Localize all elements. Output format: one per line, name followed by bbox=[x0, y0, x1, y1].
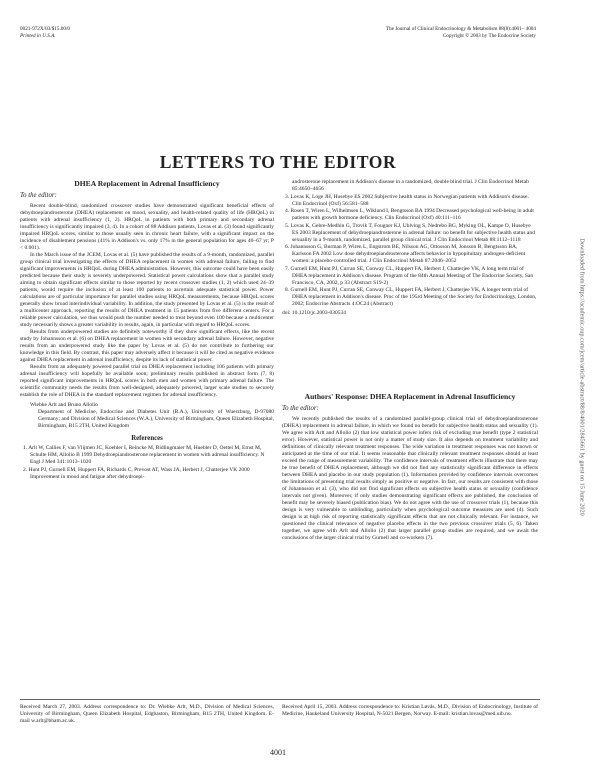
doi-link[interactable]: doi: 10.1210/jc.2003-030534 bbox=[282, 310, 347, 316]
download-watermark-text: Downloaded from https://academic.oup.com/jcem/article-abstract/88/8/4001/2845661 by guest on 15 June 2020 bbox=[578, 238, 586, 516]
reply-column bbox=[282, 392, 538, 542]
left-column bbox=[20, 179, 274, 481]
printed-line: Printed in U.S.A. bbox=[20, 33, 56, 39]
letter1-authors: Wiebke Arlt and Bruno Allolio bbox=[30, 402, 98, 409]
letter1-paragraph-4: Results from an adequately powered parallel trial on DHEA replacement including 106 patients with primary adrenal insufficiency will hopefully be available soon; preliminary results published in abstract form (7, 8) reported significant improvements in HRQoL scores in both men and women with primary adrenal failure. The scientific community needs the results from well-designed, adequately powered, larger scale studies to securely establish the role of DHEA in the standard replacement regimen for adrenal insufficiency. bbox=[20, 364, 274, 399]
copyright-line: Copyright © 2003 by The Endocrine Society bbox=[442, 33, 536, 39]
journal-header-left bbox=[20, 26, 70, 40]
letter1-paragraph-3: Results from underpowered studies are definitely noteworthy if they show significant effects, like the recent study by Johannsson et al. (6) on DHEA replacement in women with secondary adrenal failure. However, negative results from an underpowered study like the paper by Lovas et al. (5) do not contribute to furthering our knowledge in this field. By contrast, this paper may adversely affect it because it will be cited as negative evidence against DHEA replacement in adrenal insufficiency, despite its lack of statistical power. bbox=[20, 329, 274, 364]
letter1-paragraph-2: In the March issue of the JCEM, Lovas et al. (5) have published the results of a 9-month, randomized, parallel group clinical trial investigating the effects of DHEA replacement in women with adrenal failure, failing to find significant improvements in HRQoL during DHEA administration. However, this outcome could have been easily predicted because their study is severely underpowered. Statistical power calculations show that a parallel study aiming to obtain significant effects similar to those reported by recent crossover studies (1, 2) which used 24–39 patients, would require the inclusion of at least 100 patients to ascertain adequate statistical power. Power calculations are of particular importance for parallel studies using HRQoL measurements, because HRQoL scores generally show broad interindividual variability. In addition, the study presented by Lovas et al. (5) is the result of a multicenter approach, reporting the results of DHEA treatment in 15 patients from five different centers. For a reliable power calculation, we thus would push the number needed to treat beyond even 100 because a multicenter study necessarily shows a greater variability in results, again, in particular with regard to HRQoL scores. bbox=[20, 252, 274, 329]
letter2-salutation: To the editor: bbox=[282, 405, 319, 413]
letter2-paragraph: We recently published the results of a randomized parallel-group clinical trial of dehydroepiandrosterone (DHEA) replacement in adrenal failure, in which we found no benefit for subjective health status and sexuality (1). We agree with Arlt and Allolio (2) that low statistical power infers risk of excluding true benefit (type 2 statistical error). However, statistical power is not only a matter of study size. It also depends on treatment variability and definitions of clinically relevant treatment responses. The wide variation in treatment responses was not known or anticipated at the time of our trial. It seems reasonable that clinically relevant treatment responses should at least exceed the range of measurement variability. The confidence intervals of treatment effects illustrate that there may be true benefit of DHEA replacement, although we did not find any statistically significant difference in effects between DHEA and placebo in our study population (1). Information provided by confidence intervals overcomes the limitations of presenting trial results simply as positive or negative. In fact, our results are consistent with those of Johannsson et al. (3), who did not find significant effects on subjective health status or sexuality (confidence intervals not given). Moreover, if only studies demonstrating significant effects are published, the conclusion of benefit may be severely biased (publication bias). We do not agree with the use of crossover trials (1), because this design is very vulnerable to unblinding, particularly when psychological outcome measures are used (4). Such design is at high risk of reporting statistically significant effects that are not clinically relevant. For instance, we questioned the clinical relevance of negative placebo effects in the two previous crossover trials (5, 6). Taken together, we agree with Arlt and Allolio (2) that larger parallel group studies are required, and we await the conclusions of the larger clinical trial by Gurnell and co-workers (7). bbox=[282, 416, 538, 542]
letter1-affiliation: Department of Medicine, Endocrine and Diabetes Unit (B.A.), University of Wuerzburg, D-97080 Germany; and Division of Medical Sciences (W.A.), University of Birmingham, Queen Elizabeth Hospital, Birmingham, B15 2TH, United Kingdom bbox=[38, 409, 274, 430]
letter1-received-note: Received March 27, 2003. Address correspondence to: Dr. Wiebke Arlt, M.D., Division of Medical Sciences, University of Birmingham, Queen Elizabeth Hospital, Edgbaston, Birmingham, B15 2TH, United Kingdom. E-mail w.arlt@bham.ac.uk. bbox=[20, 704, 274, 724]
page-number: 4001 bbox=[270, 748, 286, 757]
download-watermark bbox=[576, 162, 588, 592]
journal-header-right bbox=[386, 26, 536, 40]
reference-3: 3. Lovas K, Loge JH, Husebye ES 2002 Subjective health status in Norwegian patients with Addison's disease. Clin Endocrinol (Oxf) 56:581–588 bbox=[285, 193, 529, 207]
reference-2: 2. Hunt PJ, Gurnell EM, Huppert FA, Richards C, Prevost AT, Wass JA, Herbert J, Chatterjee VK 2000 Improvement in mood and fatigue after dehydroepi- bbox=[23, 466, 250, 480]
reference-7: 7. Gurnell EM, Hunt PJ, Curran SE, Conway CL, Huppert FA, Herbert J, Chatterjee VK, A long term trial of DHEA replacement in Addison's disease. Program of the 84th Annual Meeting of The Endocrine Society, San Francisco, CA, 2002, p 33 (Abstract S19-2) bbox=[285, 265, 534, 286]
letter1-heading: DHEA Replacement in Adrenal Insufficiency bbox=[74, 179, 220, 188]
reference-1: 1. Arlt W, Callies F, van Vlijmen JC, Koehler I, Reincke M, Bidlingmaier M, Huebler D, Oettel M, Ernst M, Schulte HM, Allolio B 1999 Dehydroepiandrosterone replacement in women with adrenal insufficiency. N Engl J Med 341:1013–1020 bbox=[23, 445, 265, 466]
letter1-salutation: To the editor: bbox=[20, 192, 57, 200]
letter1-signature bbox=[20, 402, 274, 430]
letter2-heading: Authors' Response: DHEA Replacement in Adrenal Insufficiency bbox=[304, 392, 516, 401]
footer-divider bbox=[20, 699, 540, 700]
letter1-paragraph-1: Recent double-blind, randomized crossover studies have demonstrated significant beneficial effects of dehydroepiandrosterone (DHEA) replacement on mood, sexuality, and health-related quality of life (HRQoL) in patients with adrenal insufficiency (1, 2). HRQoL in patients with both primary and secondary adrenal insufficiency is significantly impaired (3, 4). In a cohort of 88 Addison patients, Lovas et al. (3) found significantly impaired HRQoL scores, similar to those usually seen in chronic heart failure, with a significant impact on the incidence of disablement pensions (41% in Addison's vs. only 17% in the general population for ages 40–67 yr; P < 0.001). bbox=[20, 203, 274, 252]
reference-8: 8. Gurnell EM, Hunt PJ, Curran SE, Conway CL, Huppert FA, Herbert J, Chatterjee VK, A longer term trial of DHEA replacement in Addison's disease. Proc of the 195rd Meeting of the Society for Endocrinology, London, 2002; Endocrine Abstracts 4:OC24 (Abstract) bbox=[285, 287, 537, 307]
reference-4: 4. Rosen T, Wiren L, Wilhelmsen L, Wiklund I, Bengtsson BA 1994 Decreased psychological well-being in adult patients with growth hormone deficiency. Clin Endocrinol (Oxf) 40:111–116 bbox=[285, 208, 534, 221]
reference-2-continued: androsterone replacement in Addison's disease in a randomized, double blind trial. J Clin Endocrinol Metab 85:4650–4656 bbox=[292, 179, 529, 192]
letter2-received-note: Received April 15, 2003. Address correspondence to: Kristian Løvås, M.D., Division of Endocrinology, Institute of Medicine, Haukeland University Hospital, N-5021 Bergen, Norway. E-mail: kristian.lovas@med.uib.no. bbox=[282, 704, 538, 717]
references-heading: References bbox=[131, 435, 163, 443]
journal-citation: The Journal of Clinical Endocrinology & Metabolism 88(8):4001– 4004 bbox=[385, 26, 536, 32]
right-column bbox=[282, 179, 538, 317]
issn-line: 0021-972X/03/$15.00/0 bbox=[20, 26, 71, 32]
reference-5: 5. Lovas K, Gebre-Medhin G, Trovik T, Fougner KJ, Uhlving S, Nedrebo BG, Myking OL, Kampe O, Husebye ES 2003 Replacement of dehydroepiandrosterone in adrenal failure: no benefit for subjective health status and sexuality in a 9-month, randomized, parallel group clinical trial. J Clin Endocrinol Metab 88:1112–1118 bbox=[285, 222, 535, 243]
page-title: LETTERS TO THE EDITOR bbox=[159, 152, 397, 172]
reference-6: 6. Johannsson G, Burman P, Wiren L, Engstrom BE, Nilsson AG, Ottosson M, Jonsson B, Bengtsson BA, Karlsson FA 2002 Low dose dehydroepiandrosterone affects behavior in hypopituitary androgen-deficient women: a placebo-controlled trial. J Clin Endocrinol Metab 87:2046–2052 bbox=[285, 244, 526, 264]
